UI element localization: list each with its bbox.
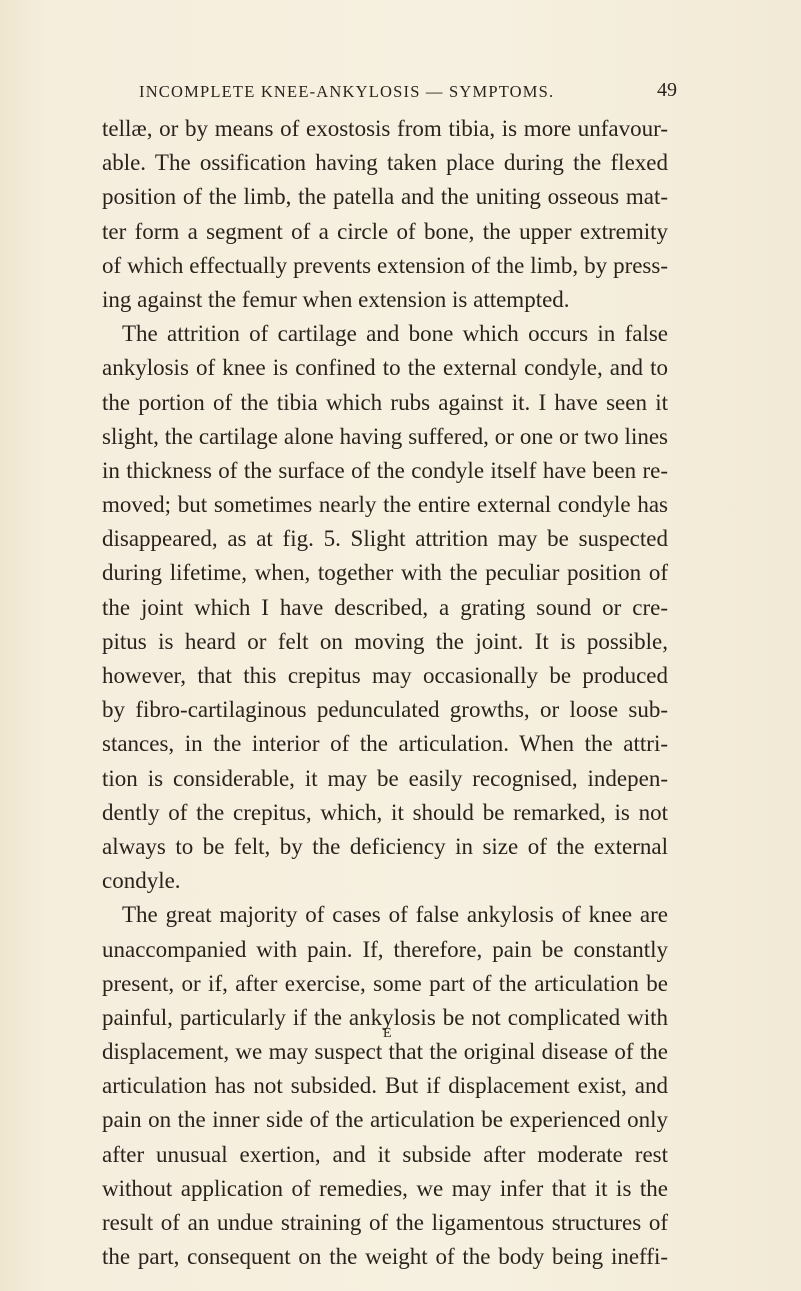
page-number: 49 xyxy=(657,79,677,101)
text-line: of which effectually prevents extension of the limb, by press- xyxy=(102,252,668,278)
text-line: the part, consequent on the weight of the body being ineffi- xyxy=(102,1244,668,1270)
text-line: able. The ossification having taken place during the flexed xyxy=(102,150,668,176)
text-line: painful, particularly if the ankylosis be not complicated with xyxy=(102,1004,668,1030)
text-line: however, that this crepitus may occasionally be produced xyxy=(102,663,668,688)
text-line: ter form a segment of a circle of bone, the upper extremity xyxy=(102,218,668,244)
text-line: present, or if, after exercise, some part of the articulation be xyxy=(102,970,668,996)
text-line: pain on the inner side of the articulation be experienced only xyxy=(102,1107,668,1133)
text-line: The attrition of cartilage and bone which occurs in false xyxy=(122,321,668,347)
text-line: condyle. xyxy=(102,868,181,894)
running-title: INCOMPLETE KNEE-ANKYLOSIS — SYMPTOMS. xyxy=(139,82,555,101)
text-line: disappeared, as at fig. 5. Slight attrition may be suspected xyxy=(102,526,668,552)
text-line: during lifetime, when, together with the peculiar position of xyxy=(102,560,668,586)
text-line: the portion of the tibia which rubs against it. I have seen it xyxy=(102,389,668,415)
text-line: displacement, we may suspect that the original disease of the xyxy=(102,1039,668,1065)
text-line: ankylosis of knee is confined to the external condyle, and to xyxy=(102,355,668,381)
body-text xyxy=(102,112,668,1274)
text-line: pitus is heard or felt on moving the joint. It is possible, xyxy=(102,628,668,654)
text-line: The great majority of cases of false ankylosis of knee are xyxy=(122,902,668,928)
text-line: ing against the femur when extension is attempted. xyxy=(102,286,570,312)
text-line: after unusual exertion, and it subside after moderate rest xyxy=(102,1141,668,1167)
text-line: result of an undue straining of the ligamentous structures of xyxy=(102,1210,668,1235)
text-line: moved; but sometimes nearly the entire external condyle has xyxy=(102,492,668,518)
text-line: always to be felt, by the deficiency in size of the external xyxy=(102,833,668,859)
text-line: by fibro-cartilaginous pedunculated growths, or loose sub- xyxy=(102,697,668,723)
text-line: dently of the crepitus, which, it should be remarked, is not xyxy=(102,799,668,825)
text-line: slight, the cartilage alone having suffered, or one or two lines xyxy=(102,423,668,449)
text-line: in thickness of the surface of the condyle itself have been re- xyxy=(102,457,668,483)
text-line: tellæ, or by means of exostosis from tibia, is more unfavour- xyxy=(102,116,668,141)
text-line: articulation has not subsided. But if displacement exist, and xyxy=(102,1073,668,1099)
text-line: position of the limb, the patella and the uniting osseous mat- xyxy=(102,184,668,210)
text-line: the joint which I have described, a grating sound or cre- xyxy=(102,594,668,620)
text-line: without application of remedies, we may infer that it is the xyxy=(102,1175,668,1201)
text-line: stances, in the interior of the articulation. When the attri- xyxy=(102,731,668,757)
text-line: tion is considerable, it may be easily recognised, indepen- xyxy=(102,765,668,791)
text-line: unaccompanied with pain. If, therefore, pain be constantly xyxy=(102,936,668,962)
signature-mark: E xyxy=(383,1026,393,1041)
